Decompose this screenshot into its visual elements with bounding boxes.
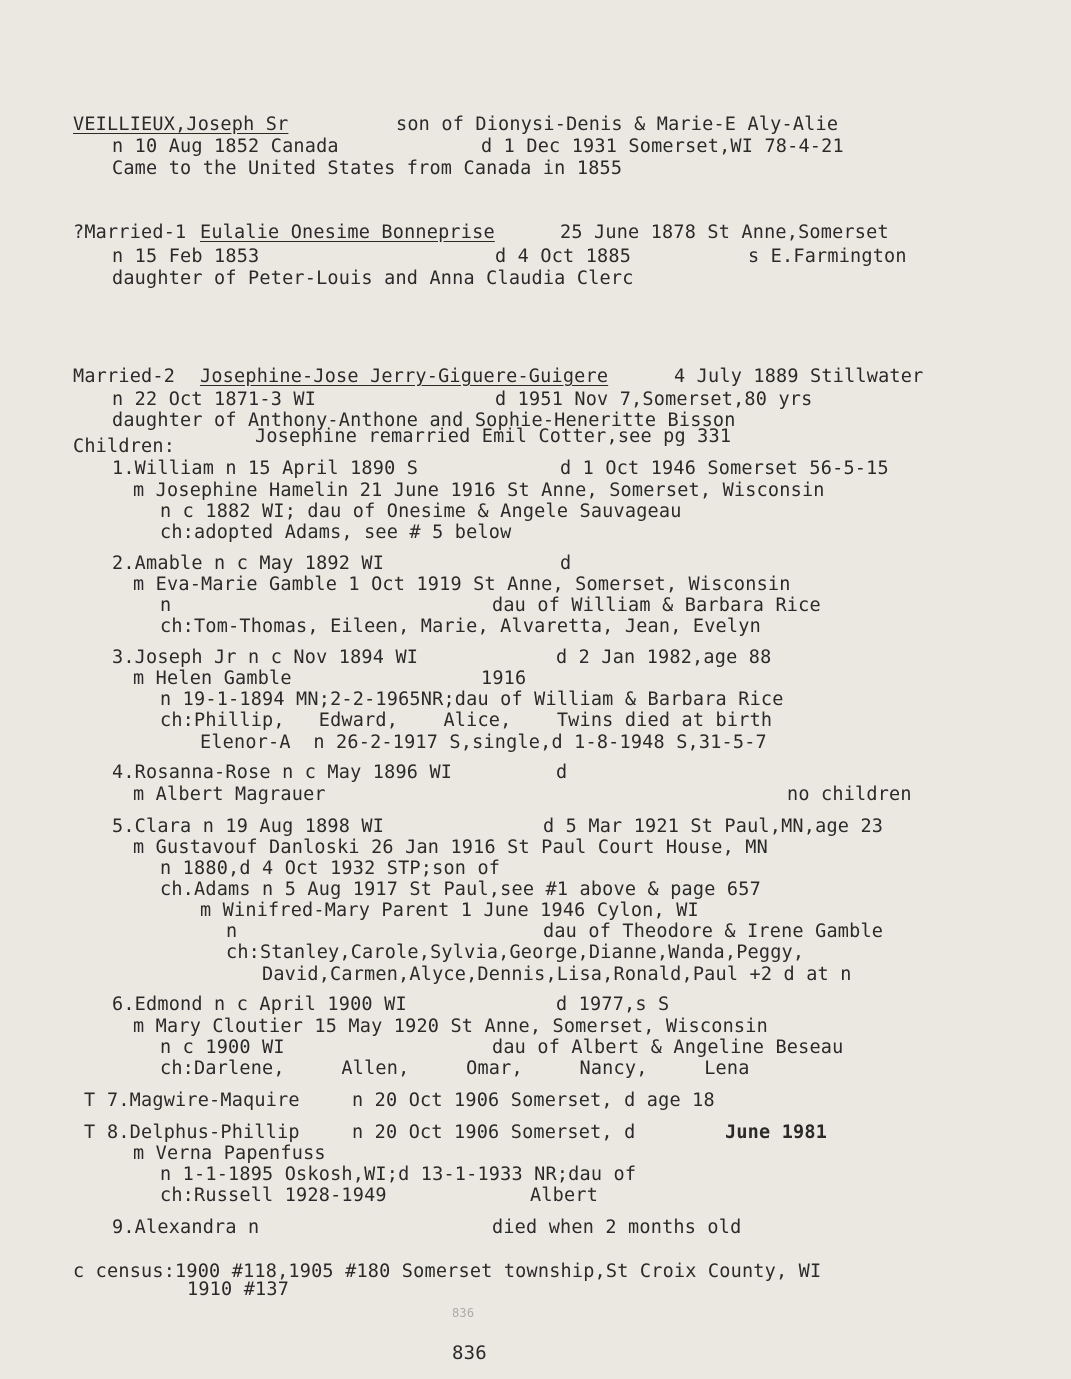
marriage1-birth: n 15 Feb 1853 [112,246,260,267]
subject-parents: son of Dionysi-Denis & Marie-E Aly-Alie [396,114,839,135]
child4-birth: 4.Rosanna-Rose n c May 1896 WI [112,762,453,783]
child9-note: died when 2 months old [492,1217,742,1238]
marriage2-spouse: Josephine-Jose Jerry-Giguere-Guigere [200,366,609,387]
child8-mark: T [84,1122,96,1143]
child6-birth: 6.Edmond n c April 1900 WI [112,994,407,1015]
child7-name: 7.Magwire-Maquire [107,1090,300,1111]
marriage2-parents: daughter of Anthony-Anthone and Sophie-Heneritte Bisson [112,410,736,431]
child5-adams-spouse-parents: dau of Theodore & Irene Gamble [543,921,884,942]
child5-adams-spouse-birth: n [226,921,238,942]
child5-spouse-info: n 1880,d 4 Oct 1932 STP;son of [160,858,501,879]
subject-immigration: Came to the United States from Canada in 1855 [112,158,623,179]
child6-children: ch:Darlene, Allen, Omar, Nancy, Lena [160,1058,750,1079]
child6-marriage: m Mary Cloutier 15 May 1920 St Anne, Somerset, Wisconsin [133,1016,768,1037]
child5-child-adams: ch.Adams n 5 Aug 1917 St Paul,see #1 above & page 657 [160,879,761,900]
child3-children: ch:Phillip, Edward, Alice, Twins died at birth [160,710,773,731]
child5-grandchildren-2: David,Carmen,Alyce,Dennis,Lisa,Ronald,Paul +2 d at n [262,964,852,985]
child3-spouse-info: n 19-1-1894 MN;2-2-1965NR;dau of William & Barbara Rice [160,689,784,710]
marriage1-parents: daughter of Peter-Louis and Anna Claudia Clerc [112,268,634,289]
child2-marriage: m Eva-Marie Gamble 1 Oct 1919 St Anne, Somerset, Wisconsin [133,574,791,595]
child4-death: d [556,762,568,783]
child5-adams-marriage: m Winifred-Mary Parent 1 June 1946 Cylon, WI [200,900,699,921]
child8-death-date: June 1981 [725,1122,828,1143]
subject-name: VEILLIEUX,Joseph Sr [73,114,289,135]
marriage1-prefix: ?Married-1 [73,222,187,243]
child2-spouse-birth: n [160,595,172,616]
child1-birth: 1.William n 15 April 1890 S [112,458,419,479]
child4-marriage: m Albert Magrauer [133,784,326,805]
child4-no-children: no children [787,784,912,805]
child5-grandchildren-1: ch:Stanley,Carole,Sylvia,George,Dianne,Wanda,Peggy, [226,942,805,963]
child2-birth: 2.Amable n c May 1892 WI [112,553,385,574]
census-line-1: c census:1900 #118,1905 #180 Somerset township,St Croix County, WI [73,1261,822,1282]
marriage2-details: 4 July 1889 Stillwater [674,366,924,387]
marriage2-death: d 1951 Nov 7,Somerset,80 yrs [495,389,813,410]
child5-death: d 5 Mar 1921 St Paul,MN,age 23 [543,816,884,837]
child3-marriage: m Helen Gamble [133,668,292,689]
child6-spouse-parents: dau of Albert & Angeline Beseau [492,1037,844,1058]
census-line-2: 1910 #137 [187,1279,290,1300]
child1-marriage: m Josephine Hamelin 21 June 1916 St Anne, Somerset, Wisconsin [133,480,825,501]
children-label: Children: [73,436,176,457]
child7-mark: T [84,1090,96,1111]
child2-children: ch:Tom-Thomas, Eileen, Marie, Alvaretta, Jean, Evelyn [160,616,761,637]
child6-death: d 1977,s S [556,994,670,1015]
child8-details: n 20 Oct 1906 Somerset, d [352,1122,636,1143]
child1-spouse-info: n c 1882 WI; dau of Onesime & Angele Sauvageau [160,501,682,522]
child2-spouse-parents: dau of William & Barbara Rice [492,595,821,616]
marriage1-details: 25 June 1878 St Anne,Somerset [560,222,889,243]
child8-marriage: m Verna Papenfuss [133,1143,326,1164]
page-number: 836 [452,1342,487,1364]
child9-birth: 9.Alexandra n [112,1217,260,1238]
child8-children: ch:Russell 1928-1949 [160,1185,387,1206]
marriage2-birth: n 22 Oct 1871-3 WI [112,389,317,410]
child8-spouse-info: n 1-1-1895 Oskosh,WI;d 13-1-1933 NR;dau of [160,1164,637,1185]
subject-death: d 1 Dec 1931 Somerset,WI 78-4-21 [481,136,844,157]
child7-details: n 20 Oct 1906 Somerset, d age 18 [352,1090,715,1111]
child5-marriage: m Gustavouf Danloski 26 Jan 1916 St Paul Court House, MN [133,837,768,858]
marriage1-spouse: Eulalie Onesime Bonneprise [200,222,495,243]
child3-birth: 3.Joseph Jr n c Nov 1894 WI [112,647,419,668]
faint-page-stamp: 836 [452,1306,475,1320]
child1-death: d 1 Oct 1946 Somerset 56-5-15 [560,458,889,479]
child8-name: 8.Delphus-Phillip [107,1122,300,1143]
marriage2-remarried-note: Josephine remarried Emil Cotter,see pg 331 [255,426,732,447]
child5-birth: 5.Clara n 19 Aug 1898 WI [112,816,385,837]
subject-birth: n 10 Aug 1852 Canada [112,136,339,157]
child8-spouse-father: Albert [530,1185,599,1206]
marriage2-prefix: Married-2 [73,366,176,387]
child3-death: d 2 Jan 1982,age 88 [556,647,772,668]
marriage1-death: d 4 Oct 1885 [495,246,632,267]
child3-marriage-year: 1916 [481,668,527,689]
child3-child-elenor: Elenor-A n 26-2-1917 S,single,d 1-8-1948 S,31-5-7 [200,732,767,753]
child1-children: ch:adopted Adams, see # 5 below [160,522,512,543]
child2-death: d [560,553,572,574]
child6-spouse-birth: n c 1900 WI [160,1037,285,1058]
marriage1-burial: s E.Farmington [748,246,907,267]
